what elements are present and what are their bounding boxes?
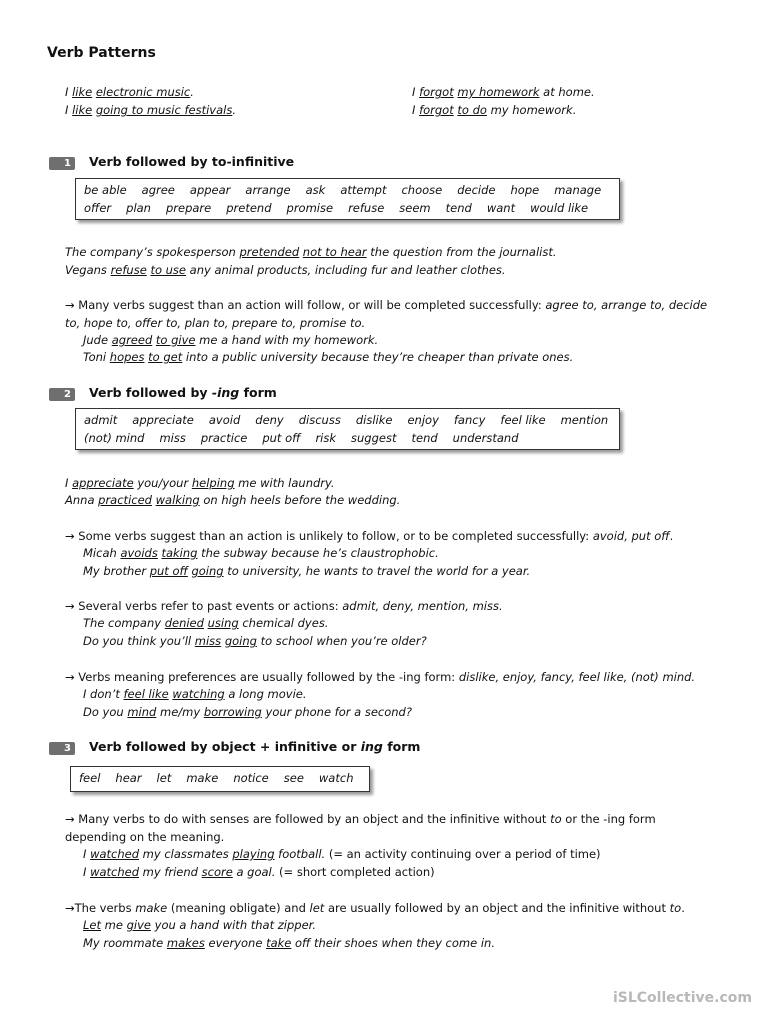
section-1-heading: Verb followed by to-infinitive <box>89 154 295 169</box>
s3-example-2: I watched my friend score a goal. (= short completed action) <box>83 865 435 879</box>
s2-example-5: The company denied using chemical dyes. <box>83 616 329 630</box>
verb-row-2: (not) mind miss practice put off risk suggest tend understand <box>84 431 519 445</box>
s2-note-3: → Verbs meaning preferences are usually followed by the -ing form: dislike, enjoy, fancy, feel like, (not) mind. <box>65 670 696 684</box>
section-2-badge: 2 <box>49 388 75 401</box>
section-3-heading: Verb followed by object + infinitive or ing form <box>89 739 421 754</box>
verb-row-1: admit appreciate avoid deny discuss dislike enjoy fancy feel like mention <box>84 413 609 427</box>
s3-note-1-line-2: depending on the meaning. <box>65 830 225 844</box>
intro-example-2: I like going to music festivals. <box>65 103 236 117</box>
section-2-heading: Verb followed by -ing form <box>89 385 277 400</box>
section-1-badge: 1 <box>49 157 75 170</box>
s2-example-1: I appreciate you/your helping me with laundry. <box>65 476 335 490</box>
section-2-verb-box <box>75 408 620 450</box>
section-3-badge: 3 <box>49 742 75 755</box>
intro-example-3: I forgot my homework at home. <box>412 85 595 99</box>
s1-note-line-1: → Many verbs suggest than an action will follow, or will be completed successfully: agree to, arrange to, decide <box>65 298 708 312</box>
s2-example-8: Do you mind me/my borrowing your phone for a second? <box>83 705 412 719</box>
verb-row-2: offer plan prepare pretend promise refuse seem tend want would like <box>84 201 589 215</box>
s1-note-line-2: to, hope to, offer to, plan to, prepare to, promise to. <box>65 316 366 330</box>
s2-example-7: I don’t feel like watching a long movie. <box>83 687 307 701</box>
s2-note-1: → Some verbs suggest than an action is unlikely to follow, or to be completed successfully: avoid, put off. <box>65 529 674 543</box>
s2-example-3: Micah avoids taking the subway because he’s claustrophobic. <box>83 546 439 560</box>
s3-example-3: Let me give you a hand with that zipper. <box>83 918 317 932</box>
s1-example-2: Vegans refuse to use any animal products, including fur and leather clothes. <box>65 263 506 277</box>
s1-example-4: Toni hopes to get into a public university because they’re cheaper than private ones. <box>83 350 574 364</box>
s3-example-4: My roommate makes everyone take off their shoes when they come in. <box>83 936 495 950</box>
s2-note-2: → Several verbs refer to past events or actions: admit, deny, mention, miss. <box>65 599 503 613</box>
s2-example-4: My brother put off going to university, he wants to travel the world for a year. <box>83 564 531 578</box>
s2-example-6: Do you think you’ll miss going to school when you’re older? <box>83 634 427 648</box>
page-title: Verb Patterns <box>47 45 156 61</box>
intro-example-1: I like electronic music. <box>65 85 194 99</box>
s3-example-1: I watched my classmates playing football. (= an activity continuing over a period of time) <box>83 847 601 861</box>
s2-example-2: Anna practiced walking on high heels before the wedding. <box>65 493 401 507</box>
section-1-verb-box <box>75 178 620 220</box>
watermark-footer: iSLCollective.com <box>612 990 752 1006</box>
verb-row-1: be able agree appear arrange ask attempt choose decide hope manage <box>84 183 602 197</box>
s1-example-3: Jude agreed to give me a hand with my homework. <box>83 333 379 347</box>
s1-example-1: The company’s spokesperson pretended not to hear the question from the journalist. <box>65 245 557 259</box>
intro-example-4: I forgot to do my homework. <box>412 103 577 117</box>
verb-row-1: feel hear let make notice see watch <box>79 771 354 785</box>
section-3-verb-box <box>70 766 370 792</box>
s3-note-2: →The verbs make (meaning obligate) and let are usually followed by an object and the infinitive without to. <box>65 901 685 915</box>
s3-note-1: → Many verbs to do with senses are followed by an object and the infinitive without to or the -ing form <box>65 812 656 826</box>
